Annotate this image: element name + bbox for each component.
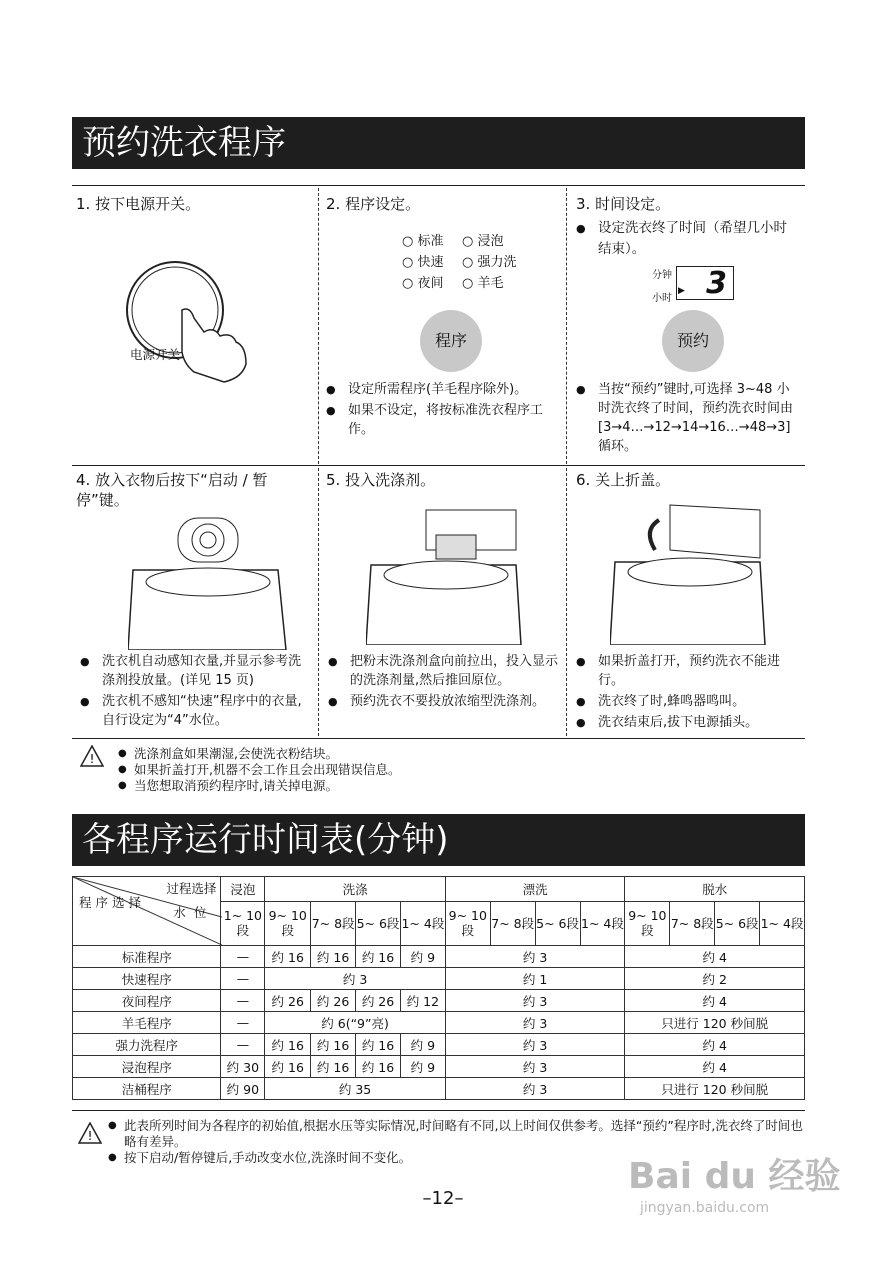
level-header: 5~ 6段: [715, 901, 760, 945]
power-switch-illustration: [120, 255, 260, 385]
table-row: 洁桶程序 约 90 约 35 约 3 只进行 120 秒间脱: [73, 1078, 805, 1100]
level-header: 5~ 6段: [356, 901, 401, 945]
option-heavy[interactable]: ○ 强力洗: [462, 255, 517, 270]
level-header: 1~ 4段: [760, 901, 805, 945]
table-row: 快速程序 — 约 3 约 1 约 2: [73, 968, 805, 990]
display-labels: 分钟 小时: [652, 270, 672, 304]
level-header: 1~ 4段: [400, 901, 445, 945]
table-row: 强力洗程序 — 约 16 约 16 约 16 约 9 约 3 约 4: [73, 1034, 805, 1056]
level-header: 9~ 10段: [445, 901, 490, 945]
reserve-button[interactable]: 预约: [662, 310, 724, 372]
level-header: 9~ 10段: [265, 901, 311, 945]
divider: [72, 1110, 805, 1111]
step3-intro: ● 设定洗衣终了时间（希望几小时结束）。: [576, 218, 798, 262]
level-header: 5~ 6段: [535, 901, 580, 945]
level-header: 1~ 10段: [221, 901, 265, 945]
level-header: 1~ 4段: [580, 901, 625, 945]
option-soak[interactable]: ○ 浸泡: [462, 234, 504, 249]
section-title-timetable: 各程序运行时间表(分钟): [72, 814, 805, 866]
option-standard[interactable]: ○ 标准: [402, 234, 444, 249]
step6-notes: ● 如果折盖打开，预约洗衣不能进行。 ● 洗衣终了时,蜂鸣器鸣叫。 ● 洗衣结束后,拔下电源插头。: [576, 652, 798, 734]
step3-title: 3. 时间设定。: [576, 195, 671, 213]
option-night[interactable]: ○ 夜间: [402, 276, 444, 291]
option-quick[interactable]: ○ 快速: [402, 255, 444, 270]
table-corner: 过程选择 水位 程序选择: [73, 877, 221, 946]
divider: [566, 188, 567, 464]
svg-text:!: !: [89, 752, 95, 766]
step4-notes: ● 洗衣机自动感知衣量,并显示参考洗涤剂投放量。(详见 15 页) ● 洗衣机不感知“快速”程序中的衣量,自行设定为“4”水位。: [80, 652, 314, 732]
watermark-url: jingyan.baidu.com: [640, 1200, 770, 1216]
section-title-reservation: 预约洗衣程序: [72, 117, 805, 169]
step5-notes: ● 把粉末洗涤剂盒向前拉出，投入显示的洗涤剂量,然后推回原位。 ● 预约洗衣不要投放浓缩型洗涤剂。: [328, 652, 562, 713]
group-header: 洗涤: [265, 877, 446, 902]
step2-title: 2. 程序设定。: [326, 195, 421, 213]
step5-title: 5. 投入洗涤剂。: [326, 471, 436, 489]
step2-notes: ● 设定所需程序(羊毛程序除外)。 ● 如果不设定，将按标准洗衣程序工作。: [326, 380, 562, 441]
washer-loading-illustration: [128, 510, 288, 650]
divider: [566, 468, 567, 736]
program-button[interactable]: 程序: [420, 310, 482, 372]
warning-notes-2: ● 此表所列时间为各程序的初始值,根据水压等实际情况,时间略有不同,以上时间仅供参考。选择“预约”程序时,洗衣终了时间也略有差异。 ● 按下启动/暂停键后,手动改变水位,洗涤时间不变化。: [108, 1118, 808, 1166]
warning-icon: [80, 745, 104, 767]
program-time-table: [72, 876, 805, 1100]
group-header: 浸泡: [221, 877, 265, 902]
level-header: 7~ 8段: [490, 901, 535, 945]
divider: [318, 188, 319, 464]
group-header: 漂洗: [445, 877, 625, 902]
timer-display: 3: [676, 266, 734, 300]
power-switch-label: 电源开关: [130, 347, 181, 362]
group-header: 脱水: [625, 877, 805, 902]
svg-text:!: !: [87, 1129, 93, 1143]
level-header: 7~ 8段: [311, 901, 356, 945]
option-wool[interactable]: ○ 羊毛: [462, 276, 504, 291]
play-icon: ▶: [678, 286, 685, 296]
divider: [72, 738, 805, 739]
page-number: –12–: [422, 1188, 464, 1209]
detergent-drawer-illustration: [366, 505, 526, 645]
divider: [318, 468, 319, 736]
step1-title: 1. 按下电源开关。: [76, 195, 201, 213]
step6-title: 6. 关上折盖。: [576, 471, 671, 489]
table-row: 夜间程序 — 约 26 约 26 约 26 约 12 约 3 约 4: [73, 990, 805, 1012]
table-row: 浸泡程序 约 30 约 16 约 16 约 16 约 9 约 3 约 4: [73, 1056, 805, 1078]
warning-icon: [78, 1122, 102, 1144]
lid-close-illustration: [610, 500, 770, 645]
level-header: 9~ 10段: [625, 901, 670, 945]
watermark-logo: Bai du 经验: [628, 1156, 841, 1197]
table-row: 羊毛程序 — 约 6(“9”亮) 约 3 只进行 120 秒间脱: [73, 1012, 805, 1034]
level-header: 7~ 8段: [670, 901, 715, 945]
divider: [72, 185, 805, 186]
table-row: 标准程序 — 约 16 约 16 约 16 约 9 约 3 约 4: [73, 946, 805, 968]
step4-title: 4. 放入衣物后按下“启动 / 暂停”键。: [76, 471, 268, 509]
step3-notes: ● 当按“预约”键时,可选择 3~48 小时洗衣终了时间，预约洗衣时间由 [3→4…→12→14→16…→48→3]循环。: [576, 380, 798, 458]
warning-notes-1: ● 洗涤剂盒如果潮湿,会使洗衣粉结块。 ● 如果折盖打开,机器不会工作且会出现错误信息。 ● 当您想取消预约程序时,请关掉电源。: [118, 746, 778, 794]
program-options: [402, 231, 522, 294]
divider: [72, 465, 805, 466]
